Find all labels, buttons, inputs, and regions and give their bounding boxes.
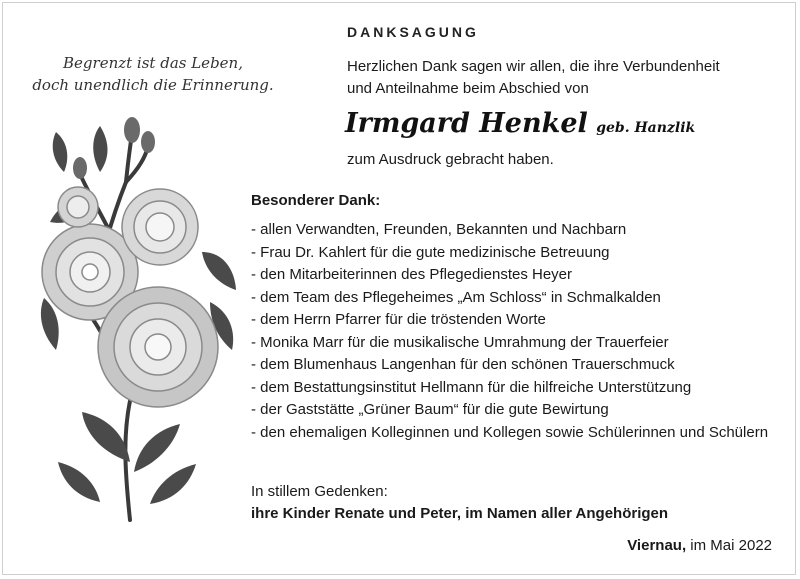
place-date — [627, 537, 772, 554]
place: Viernau, — [627, 537, 687, 554]
thanks-item: - Frau Dr. Kahlert für die gute medizinische Betreuung — [251, 243, 610, 261]
special-thanks-list — [251, 219, 791, 444]
thanks-item: - der Gaststätte „Grüner Baum“ für die gute Bewirtung — [251, 401, 609, 418]
notice-title: DANKSAGUNG — [347, 24, 479, 40]
thanks-item: - dem Blumenhaus Langenhan für den schönen Trauerschmuck — [251, 356, 675, 373]
thanks-item: - Monika Marr für die musikalische Umrahmung der Trauerfeier — [251, 333, 669, 351]
memorial-quote — [18, 52, 288, 96]
maiden-name: geb. Hanzlik — [596, 120, 696, 136]
rose-illustration — [30, 112, 240, 524]
thanks-item: - den ehemaligen Kolleginnen und Kollegen sowie Schülerinnen und Schülern — [251, 423, 769, 441]
quote-line-1: Begrenzt ist das Leben, — [63, 54, 243, 72]
intro-line-1: Herzlichen Dank sagen wir allen, die ihre Verbundenheit — [347, 58, 720, 75]
notice-intro — [347, 56, 787, 100]
thanks-item: - dem Bestattungsinstitut Hellmann für die hilfreiche Unterstützung — [251, 378, 692, 396]
signers: ihre Kinder Renate und Peter, im Namen aller Angehörigen — [251, 505, 669, 522]
thanks-item: - den Mitarbeiterinnen des Pflegedienstes Heyer — [251, 266, 573, 283]
memory-line: In stillem Gedenken: — [251, 483, 388, 500]
quote-line-2: doch unendlich die Erinnerung. — [32, 76, 274, 94]
date: im Mai 2022 — [690, 537, 772, 554]
deceased-name-line — [345, 108, 695, 139]
special-thanks-heading: Besonderer Dank: — [251, 192, 381, 209]
intro-line-2: und Anteilnahme beim Abschied von — [347, 80, 589, 97]
deceased-name: Irmgard Henkel — [345, 108, 588, 139]
thanks-item: - dem Team des Pflegeheimes „Am Schloss“ in Schmalkalden — [251, 288, 661, 306]
thanks-item: - allen Verwandten, Freunden, Bekannten und Nachbarn — [251, 221, 627, 238]
thanks-item: - dem Herrn Pfarrer für die tröstenden Worte — [251, 311, 546, 328]
memory-block — [251, 481, 668, 525]
intro-closing-line: zum Ausdruck gebracht haben. — [347, 151, 554, 168]
